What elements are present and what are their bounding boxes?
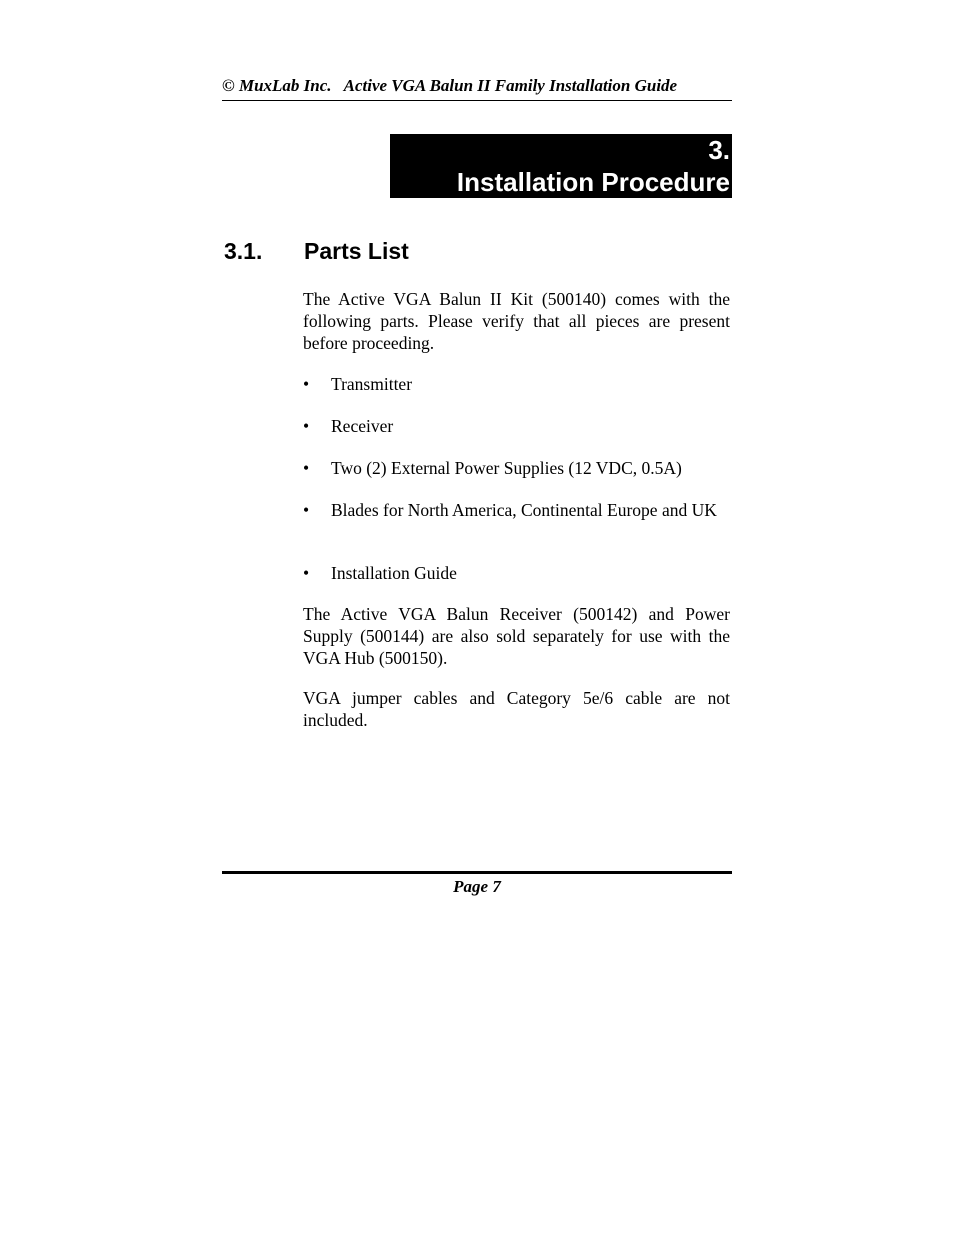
section-title: Parts List — [304, 238, 409, 264]
list-item — [303, 373, 730, 395]
bullet-icon: • — [303, 500, 310, 520]
bullet-icon: • — [303, 458, 310, 478]
bullet-icon: • — [303, 416, 310, 436]
list-item — [303, 499, 730, 521]
bullet-icon: • — [303, 563, 310, 583]
bullet-icon: • — [303, 374, 310, 394]
list-item-text: Installation Guide — [331, 563, 457, 583]
receiver-note-paragraph: The Active VGA Balun Receiver (500142) and Power Supply (500144) are also sold separately for use with the VGA Hub (500150). — [303, 604, 730, 668]
list-item-text: Blades for North America, Continental Europe and UK — [331, 500, 717, 520]
page-number: Page 7 — [453, 877, 501, 896]
list-item — [303, 415, 730, 437]
list-item-text: Transmitter — [331, 374, 413, 394]
chapter-heading-box — [390, 134, 732, 198]
list-item-text: Receiver — [331, 416, 394, 436]
footer-rule — [222, 871, 732, 874]
list-item — [303, 457, 730, 479]
section-number: 3.1. — [224, 238, 263, 264]
running-header: © MuxLab Inc. Active VGA Balun II Family Installation Guide — [222, 74, 732, 101]
cables-note-paragraph: VGA jumper cables and Category 5e/6 cable are not included. — [303, 688, 730, 730]
intro-paragraph: The Active VGA Balun II Kit (500140) comes with the following parts. Please verify that all pieces are present before proceeding. — [303, 289, 730, 353]
chapter-number: 3. — [708, 135, 730, 165]
list-item — [303, 562, 730, 584]
list-item-text: Two (2) External Power Supplies (12 VDC, 0.5A) — [331, 458, 682, 478]
chapter-title: Installation Procedure — [456, 167, 730, 197]
